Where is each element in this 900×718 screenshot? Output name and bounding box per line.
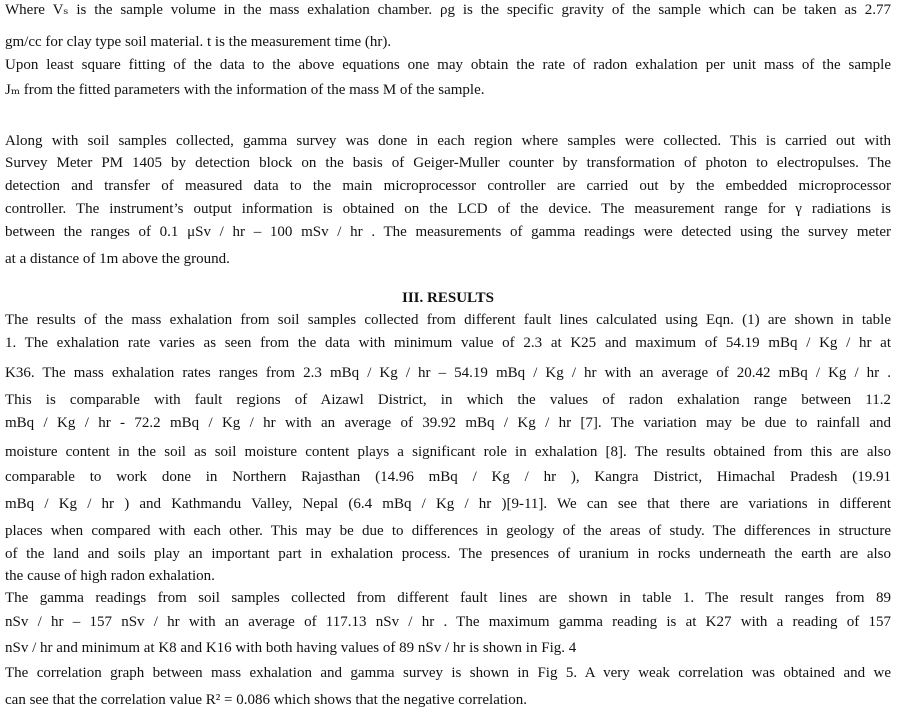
- paragraph-line: The gamma readings from soil samples collected from different fault lines are shown in table 1. The result ranges from 89: [5, 590, 891, 606]
- paragraph-line: The results of the mass exhalation from soil samples collected from different fault lines calculated using Eqn. (1) are shown in table: [5, 312, 891, 328]
- paragraph-line: of the land and soils play an important part in exhalation process. The presences of uranium in rocks underneath the earth are also: [5, 546, 891, 562]
- paragraph-line: at a distance of 1m above the ground.: [5, 251, 230, 267]
- paragraph-line: The correlation graph between mass exhalation and gamma survey is shown in Fig 5. A very weak correlation was obtained and we: [5, 665, 891, 681]
- paragraph-line: gm/cc for clay type soil material. t is the measurement time (hr).: [5, 34, 392, 50]
- section-heading: III. RESULTS: [402, 290, 494, 306]
- paragraph-line: can see that the correlation value R² = 0.086 which shows that the negative correlation.: [5, 692, 527, 708]
- paragraph-line: Along with soil samples collected, gamma survey was done in each region where samples were collected. This is carried out with: [5, 133, 891, 149]
- paragraph-line: between the ranges of 0.1 μSv / hr – 100 mSv / hr . The measurements of gamma readings were detected using the survey meter: [5, 224, 891, 240]
- paragraph-line: moisture content in the soil as soil moisture content plays a significant role in exhalation [8]. The results obtained from this are also: [5, 444, 891, 460]
- paragraph-line: nSv / hr and minimum at K8 and K16 with both having values of 89 nSv / hr is shown in Fig. 4: [5, 640, 577, 656]
- paragraph-line: Upon least square fitting of the data to the above equations one may obtain the rate of radon exhalation per unit mass of the sample: [5, 57, 891, 73]
- paragraph-line: controller. The instrument’s output information is obtained on the LCD of the device. The measurement range for γ radiations is: [5, 201, 891, 217]
- paragraph-line: This is comparable with fault regions of Aizawl District, in which the values of radon exhalation range between 11.2: [5, 392, 891, 408]
- paragraph-line: 1. The exhalation rate varies as seen from the data with minimum value of 2.3 at K25 and maximum of 54.19 mBq / Kg / hr at: [5, 335, 891, 351]
- paragraph-line: Where Vₛ is the sample volume in the mass exhalation chamber. ρg is the specific gravity of the sample which can be taken as 2.77: [5, 2, 891, 18]
- paragraph-line: K36. The mass exhalation rates ranges from 2.3 mBq / Kg / hr – 54.19 mBq / Kg / hr with an average of 20.42 mBq / Kg / hr .: [5, 365, 891, 381]
- paragraph-line: mBq / Kg / hr ) and Kathmandu Valley, Nepal (6.4 mBq / Kg / hr )[9-11]. We can see that there are variations in different: [5, 496, 891, 512]
- paragraph-line: the cause of high radon exhalation.: [5, 568, 215, 584]
- paragraph-line: Survey Meter PM 1405 by detection block on the basis of Geiger-Muller counter by transformation of photon to electropulses. The: [5, 155, 891, 171]
- paragraph-line: Jₘ from the fitted parameters with the information of the mass M of the sample.: [5, 82, 485, 98]
- paragraph-line: comparable to work done in Northern Rajasthan (14.96 mBq / Kg / hr ), Kangra District, Himachal Pradesh (19.91: [5, 469, 891, 485]
- paragraph-line: mBq / Kg / hr - 72.2 mBq / Kg / hr with an average of 39.92 mBq / Kg / hr [7]. The variation may be due to rainfall and: [5, 415, 891, 431]
- paragraph-line: nSv / hr – 157 nSv / hr with an average of 117.13 nSv / hr . The maximum gamma reading is at K27 with a reading of 157: [5, 614, 891, 630]
- paragraph-line: places when compared with each other. This may be due to differences in geology of the areas of study. The differences in structure: [5, 523, 891, 539]
- paragraph-line: detection and transfer of measured data to the main microprocessor controller are carried out by the embedded microprocessor: [5, 178, 891, 194]
